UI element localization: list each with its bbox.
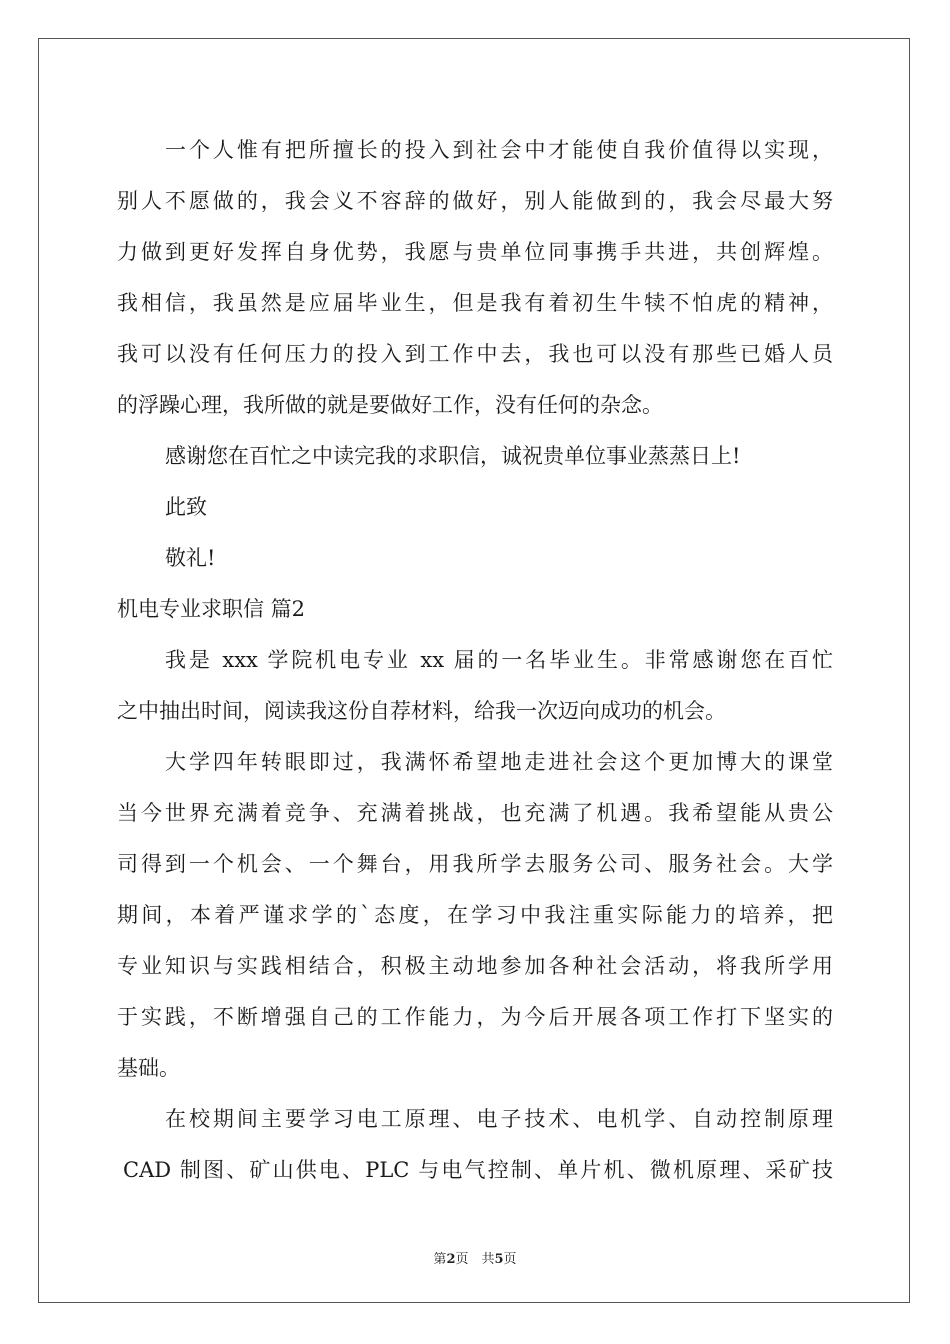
paragraph-line: 一个人惟有把所擅长的投入到社会中才能使自我价值得以实现， (165, 138, 833, 162)
footer-page-total: 5 (494, 1252, 504, 1267)
paragraph-line: 当今世界充满着竞争、充满着挑战，也充满了机遇。我希望能从贵公 (117, 801, 833, 825)
document-body (117, 125, 833, 1196)
paragraph-line: 我相信，我虽然是应届毕业生，但是我有着初生牛犊不怕虎的精神， (117, 291, 833, 315)
page-footer (0, 1248, 950, 1267)
paragraph-line: 力做到更好发挥自身优势，我愿与贵单位同事携手共进，共创辉煌。 (117, 240, 833, 264)
footer-page-mid: 页 共 (455, 1252, 495, 1267)
paragraph-line: 大学四年转眼即过，我满怀希望地走进社会这个更加博大的课堂 (165, 750, 833, 774)
paragraph-line: 专业知识与实践相结合，积极主动地参加各种社会活动，将我所学用 (117, 954, 833, 978)
footer-page-number: 2 (446, 1252, 456, 1267)
paragraph-line: 司得到一个机会、一个舞台，用我所学去服务公司、服务社会。大学 (117, 852, 833, 876)
salutation-line: 敬礼! (165, 546, 216, 570)
closing-line: 此致 (165, 495, 207, 519)
paragraph-line: CAD 制图、矿山供电、PLC 与电气控制、单片机、微机原理、采矿技 (123, 1158, 833, 1182)
footer-page-prefix: 第 (433, 1252, 447, 1267)
paragraph-line: 我是 xxx 学院机电专业 xx 届的一名毕业生。非常感谢您在百忙 (165, 648, 833, 672)
paragraph-line: 于实践，不断增强自己的工作能力，为今后开展各项工作打下坚实的 (117, 1005, 833, 1029)
paragraph-line: 基础。 (117, 1056, 180, 1080)
footer-page-suffix: 页 (503, 1252, 517, 1267)
paragraph-line: 我可以没有任何压力的投入到工作中去，我也可以没有那些已婚人员 (117, 342, 833, 366)
section-heading: 机电专业求职信 篇2 (117, 597, 306, 621)
paragraph-line: 期间，本着严谨求学的`态度，在学习中我注重实际能力的培养，把 (117, 903, 833, 927)
paragraph-line: 之中抽出时间，阅读我这份自荐材料，给我一次迈向成功的机会。 (117, 699, 726, 723)
paragraph-line: 在校期间主要学习电工原理、电子技术、电机学、自动控制原理 (165, 1107, 833, 1131)
paragraph-line: 的浮躁心理，我所做的就是要做好工作，没有任何的杂念。 (117, 393, 663, 417)
paragraph-line: 别人不愿做的，我会义不容辞的做好，别人能做到的，我会尽最大努 (117, 189, 833, 213)
paragraph-line: 感谢您在百忙之中读完我的求职信，诚祝贵单位事业蒸蒸日上! (165, 444, 741, 468)
